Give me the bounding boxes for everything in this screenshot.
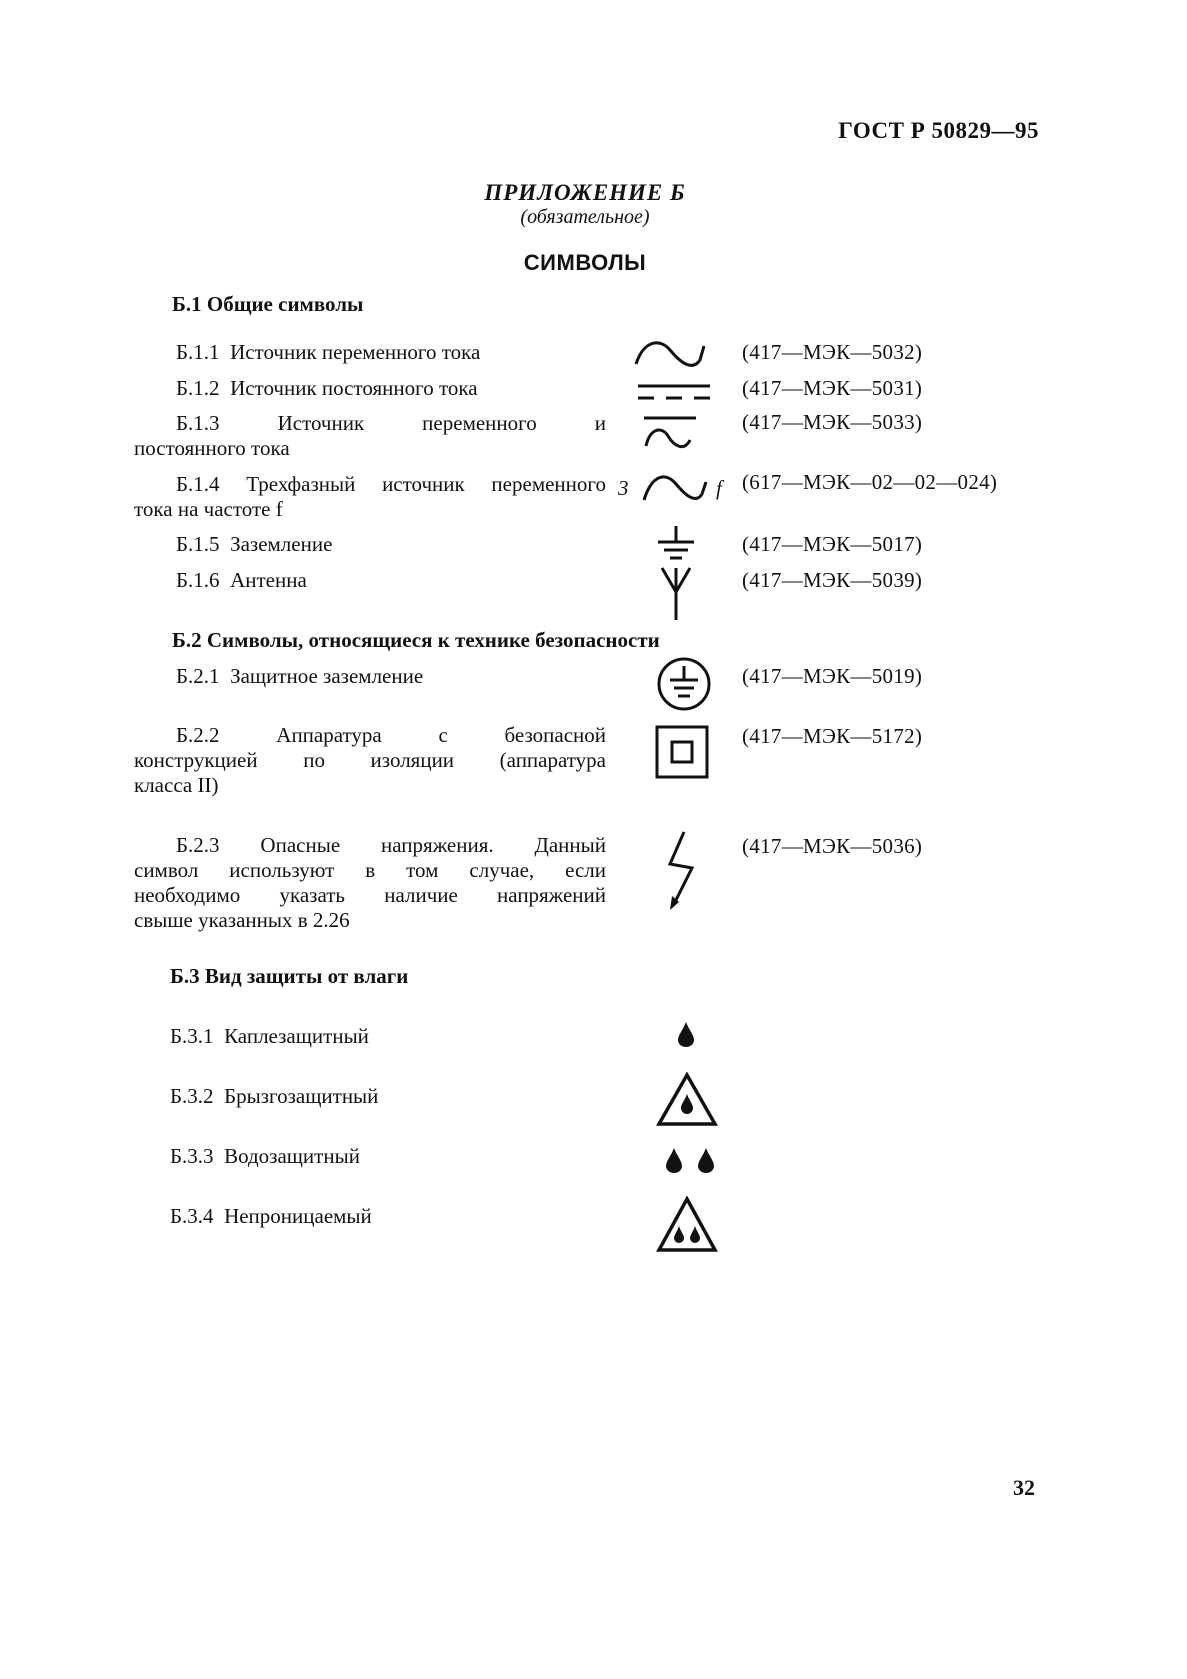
item-text-line: символ используют в том случае, если	[134, 858, 606, 882]
item-text: Источник переменного тока	[230, 340, 481, 364]
item-b3-3	[170, 1144, 360, 1169]
item-text: Брызгозащитный	[224, 1084, 379, 1108]
document-number: ГОСТ Р 50829—95	[838, 118, 1039, 143]
section-b2-title: Б.2 Символы, относящиеся к технике безопасности	[172, 628, 660, 652]
annex-title: ПРИЛОЖЕНИЕ Б	[484, 180, 686, 205]
ac-source-icon	[632, 336, 712, 372]
section-b3-title: Б.3 Вид защиты от влаги	[170, 964, 409, 988]
class-ii-equipment-icon	[654, 724, 710, 780]
item-text-line: конструкцией по изоляции (аппаратура	[134, 748, 606, 772]
iec-code: (417—МЭК—5019)	[742, 664, 923, 688]
item-text-line: свыше указанных в 2.26	[134, 908, 350, 932]
protective-earth-icon	[656, 656, 712, 712]
item-b2-2	[134, 723, 606, 798]
item-text: Каплезащитный	[224, 1024, 369, 1048]
iec-code: (417—МЭК—5172)	[742, 724, 923, 748]
earth-ground-icon	[654, 524, 698, 564]
item-text-line: Б.1.3 Источник переменного и	[176, 411, 606, 435]
item-text: Заземление	[230, 532, 333, 556]
annex-status: (обязательное)	[520, 206, 650, 228]
iec-code: (417—МЭК—5036)	[742, 834, 923, 858]
item-b3-1	[170, 1024, 369, 1049]
item-b1-5	[176, 532, 332, 557]
splash-proof-icon	[656, 1072, 718, 1128]
section-b1-title: Б.1 Общие символы	[172, 292, 364, 316]
item-number: Б.2.1	[176, 664, 220, 688]
symbols-title: СИМВОЛЫ	[523, 250, 647, 275]
antenna-icon	[658, 566, 694, 622]
item-number: Б.3.3	[170, 1144, 214, 1168]
item-number: Б.3.2	[170, 1084, 214, 1108]
drip-proof-icon	[676, 1020, 696, 1048]
item-number: Б.3.4	[170, 1204, 214, 1228]
iec-code: (417—МЭК—5039)	[742, 568, 923, 592]
water-proof-icon	[664, 1146, 716, 1174]
item-text: Антенна	[230, 568, 307, 592]
iec-code: (417—МЭК—5017)	[742, 532, 923, 556]
page-number: 32	[1013, 1475, 1035, 1500]
item-text: Защитное заземление	[230, 664, 424, 688]
item-text-line: Б.2.2 Аппаратура с безопасной	[176, 723, 606, 747]
item-b1-4	[134, 472, 606, 522]
item-text-line: Б.1.4 Трехфазный источник переменного	[176, 472, 606, 496]
item-number: Б.1.2	[176, 376, 220, 400]
item-number: Б.1.5	[176, 532, 220, 556]
iec-code: (417—МЭК—5031)	[742, 376, 923, 400]
symbol-prefix: 3	[618, 476, 629, 500]
item-text-line: необходимо указать наличие напряжений	[134, 883, 606, 907]
watertight-icon	[656, 1196, 718, 1254]
item-b1-1	[176, 340, 480, 365]
item-text-line: тока на частоте f	[134, 497, 283, 521]
item-b3-4	[170, 1204, 372, 1229]
ac-dc-source-icon	[640, 412, 700, 452]
item-b1-2	[176, 376, 478, 401]
item-text-line: класса II)	[134, 773, 219, 797]
item-text-line: Б.2.3 Опасные напряжения. Данный	[176, 833, 606, 857]
item-text: Непроницаемый	[224, 1204, 372, 1228]
item-text: Водозащитный	[224, 1144, 360, 1168]
item-b1-6	[176, 568, 307, 593]
item-b2-3	[134, 833, 606, 933]
item-b1-3	[134, 411, 606, 461]
item-number: Б.1.6	[176, 568, 220, 592]
item-b3-2	[170, 1084, 378, 1109]
dangerous-voltage-icon	[664, 830, 698, 912]
item-number: Б.3.1	[170, 1024, 214, 1048]
three-phase-ac-icon	[640, 468, 710, 506]
item-number: Б.1.1	[176, 340, 220, 364]
dc-source-icon	[636, 380, 712, 406]
item-b2-1	[176, 664, 423, 689]
iec-code: (417—МЭК—5032)	[742, 340, 923, 364]
item-text: Источник постоянного тока	[230, 376, 478, 400]
item-text-line: постоянного тока	[134, 436, 290, 460]
iec-code: (617—МЭК—02—02—024)	[742, 470, 998, 494]
iec-code: (417—МЭК—5033)	[742, 410, 923, 434]
symbol-suffix: f	[716, 476, 722, 500]
